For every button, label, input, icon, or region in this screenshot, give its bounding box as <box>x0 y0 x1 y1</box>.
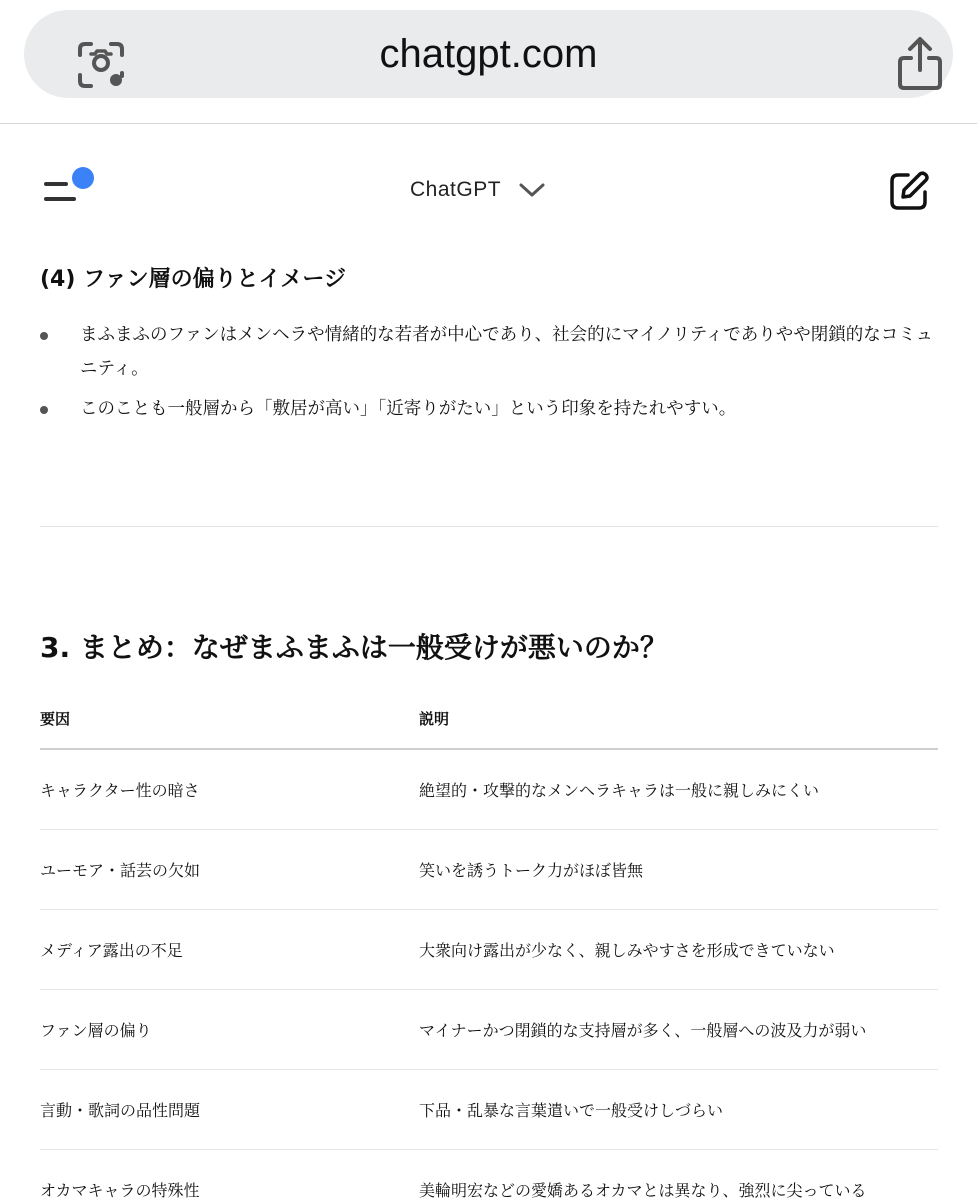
cell-description: マイナーかつ閉鎖的な支持層が多く、一般層への波及力が弱い <box>419 1021 867 1040</box>
model-name[interactable]: ChatGPT <box>410 178 502 201</box>
list-item <box>40 392 938 426</box>
table-row <box>40 830 938 910</box>
share-icon[interactable] <box>896 36 944 92</box>
cell-description: 下品・乱暴な言葉遣いで一般受けしづらい <box>419 1101 724 1120</box>
cell-description: 笑いを誘うトーク力がほぼ皆無 <box>419 861 644 880</box>
sidebar-menu-icon[interactable] <box>44 166 100 214</box>
cell-description: 大衆向け露出が少なく、親しみやすさを形成できていない <box>419 941 835 960</box>
section-heading: (4) ファン層の偏りとイメージ <box>40 267 346 292</box>
list-item <box>40 318 938 386</box>
divider <box>40 526 938 527</box>
cell-factor: キャラクター性の暗さ <box>40 781 200 800</box>
cell-factor: ユーモア・話芸の欠如 <box>40 861 201 880</box>
notification-dot <box>72 167 94 189</box>
cell-description: 絶望的・攻撃的なメンヘラキャラは一般に親しみにくい <box>419 781 820 800</box>
column-header-factor: 要因 <box>40 710 71 728</box>
table-row <box>40 1150 938 1200</box>
new-chat-icon[interactable] <box>888 170 930 212</box>
cell-description: 美輪明宏などの愛嬌あるオカマとは異なり、強烈に尖っている <box>419 1181 867 1200</box>
url-field[interactable] <box>24 10 953 98</box>
table-header <box>40 692 938 750</box>
cell-factor: メディア露出の不足 <box>40 941 183 960</box>
table-row <box>40 750 938 830</box>
cell-factor: ファン層の偏り <box>40 1021 152 1040</box>
column-header-description: 説明 <box>419 710 450 728</box>
chevron-down-icon[interactable] <box>517 180 547 200</box>
url-text[interactable]: chatgpt.com <box>379 32 598 76</box>
cell-factor: オカマキャラの特殊性 <box>40 1181 200 1200</box>
bullet-text: まふまふのファンはメンヘラや情緒的な若者が中心であり、社会的にマイノリティでありやや閉鎖的なコミュニティ。 <box>80 325 933 379</box>
summary-table <box>40 692 938 1200</box>
app-header <box>0 124 977 260</box>
bullet-dot <box>40 332 48 340</box>
bullet-text: このことも一般層から「敷居が高い」「近寄りがたい」という印象を持たれやすい。 <box>80 399 737 419</box>
bullet-dot <box>40 406 48 414</box>
cell-factor: 言動・歌詞の品性問題 <box>40 1101 201 1120</box>
table-row <box>40 990 938 1070</box>
model-switcher[interactable] <box>410 170 547 210</box>
table-row <box>40 910 938 990</box>
summary-heading: 3. まとめ：なぜまふまふは一般受けが悪いのか？ <box>40 631 668 664</box>
visual-lookup-icon[interactable] <box>76 40 126 90</box>
table-row <box>40 1070 938 1150</box>
browser-address-bar <box>0 0 977 124</box>
bullet-list <box>40 318 938 432</box>
